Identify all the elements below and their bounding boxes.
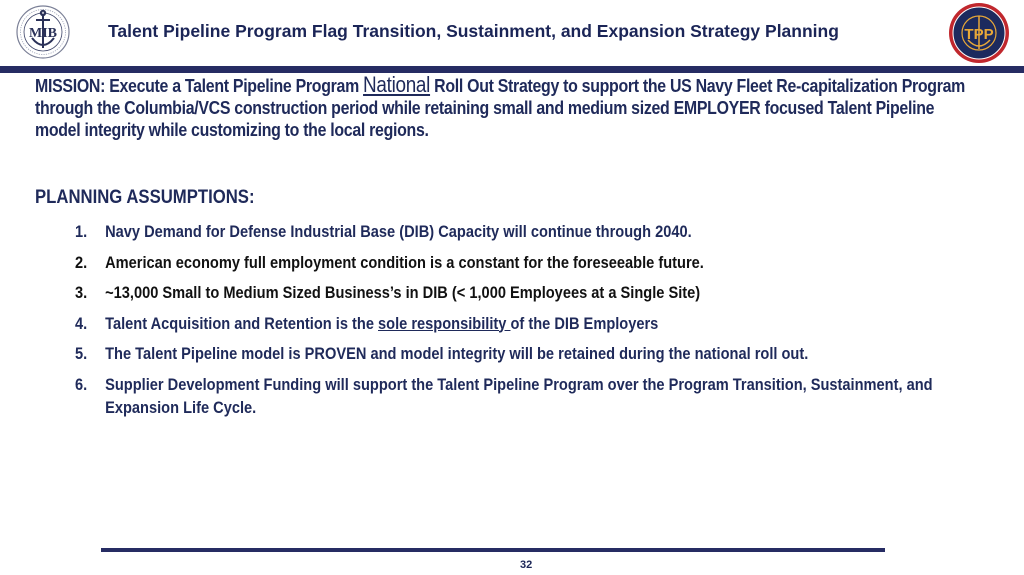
page-title: Talent Pipeline Program Flag Transition, Sustainment, and Expansion Strategy Planning bbox=[108, 21, 839, 41]
list-item-number: 3. bbox=[75, 283, 88, 302]
list-item-text-after: of the DIB Employers bbox=[510, 313, 659, 333]
slide-header bbox=[0, 0, 1024, 66]
assumptions-heading: PLANNING ASSUMPTIONS: bbox=[35, 187, 255, 208]
mib-logo-text: MIB bbox=[29, 26, 57, 41]
list-item bbox=[75, 220, 987, 243]
mission-text-part2: Roll Out Strategy to support the US Navy Fleet Re-capitalization Program through the Columbia/VCS construction period while retaining small and medium sized EMPLOYER focused Talent Pipeline model integrity while customizing to the local regions. bbox=[35, 75, 966, 140]
list-item-number: 5. bbox=[75, 344, 88, 363]
list-item bbox=[75, 342, 987, 365]
list-item bbox=[75, 251, 987, 274]
list-item bbox=[75, 373, 987, 419]
list-item-number: 4. bbox=[75, 313, 88, 333]
assumptions-list bbox=[75, 220, 987, 426]
footer-divider bbox=[101, 548, 885, 552]
list-item-text: The Talent Pipeline model is PROVEN and model integrity will be retained during the national roll out. bbox=[105, 344, 809, 363]
mission-emphasis: National bbox=[363, 72, 431, 97]
mission-text-part1: MISSION: Execute a Talent Pipeline Program bbox=[35, 75, 364, 96]
list-item-text: ~13,000 Small to Medium Sized Business’s in DIB (< 1,000 Employees at a Single Site) bbox=[105, 283, 701, 302]
mib-anchor-seal-icon bbox=[14, 4, 72, 60]
list-item-text: American economy full employment condition is a constant for the foreseeable future. bbox=[105, 252, 704, 272]
tpp-seal-icon bbox=[948, 2, 1010, 64]
list-item-text-underlined: sole responsibility bbox=[378, 313, 511, 333]
list-item-number: 6. bbox=[75, 374, 88, 394]
list-item-text-before: Talent Acquisition and Retention is the bbox=[105, 313, 379, 333]
list-item-text: Navy Demand for Defense Industrial Base (DIB) Capacity will continue through 2040. bbox=[105, 222, 692, 241]
list-item-number: 2. bbox=[75, 252, 88, 272]
slide-body bbox=[35, 72, 995, 417]
list-item bbox=[75, 312, 987, 335]
mission-statement bbox=[35, 74, 972, 141]
list-item bbox=[75, 281, 987, 304]
tpp-logo-text: TPP bbox=[964, 26, 994, 43]
list-item-text: Supplier Development Funding will support the Talent Pipeline Program over the Program Transition, Sustainment, and Expansion Life Cycle. bbox=[105, 374, 933, 417]
header-divider bbox=[0, 66, 1024, 73]
list-item-number: 1. bbox=[75, 222, 88, 241]
page-number: 32 bbox=[520, 559, 533, 571]
